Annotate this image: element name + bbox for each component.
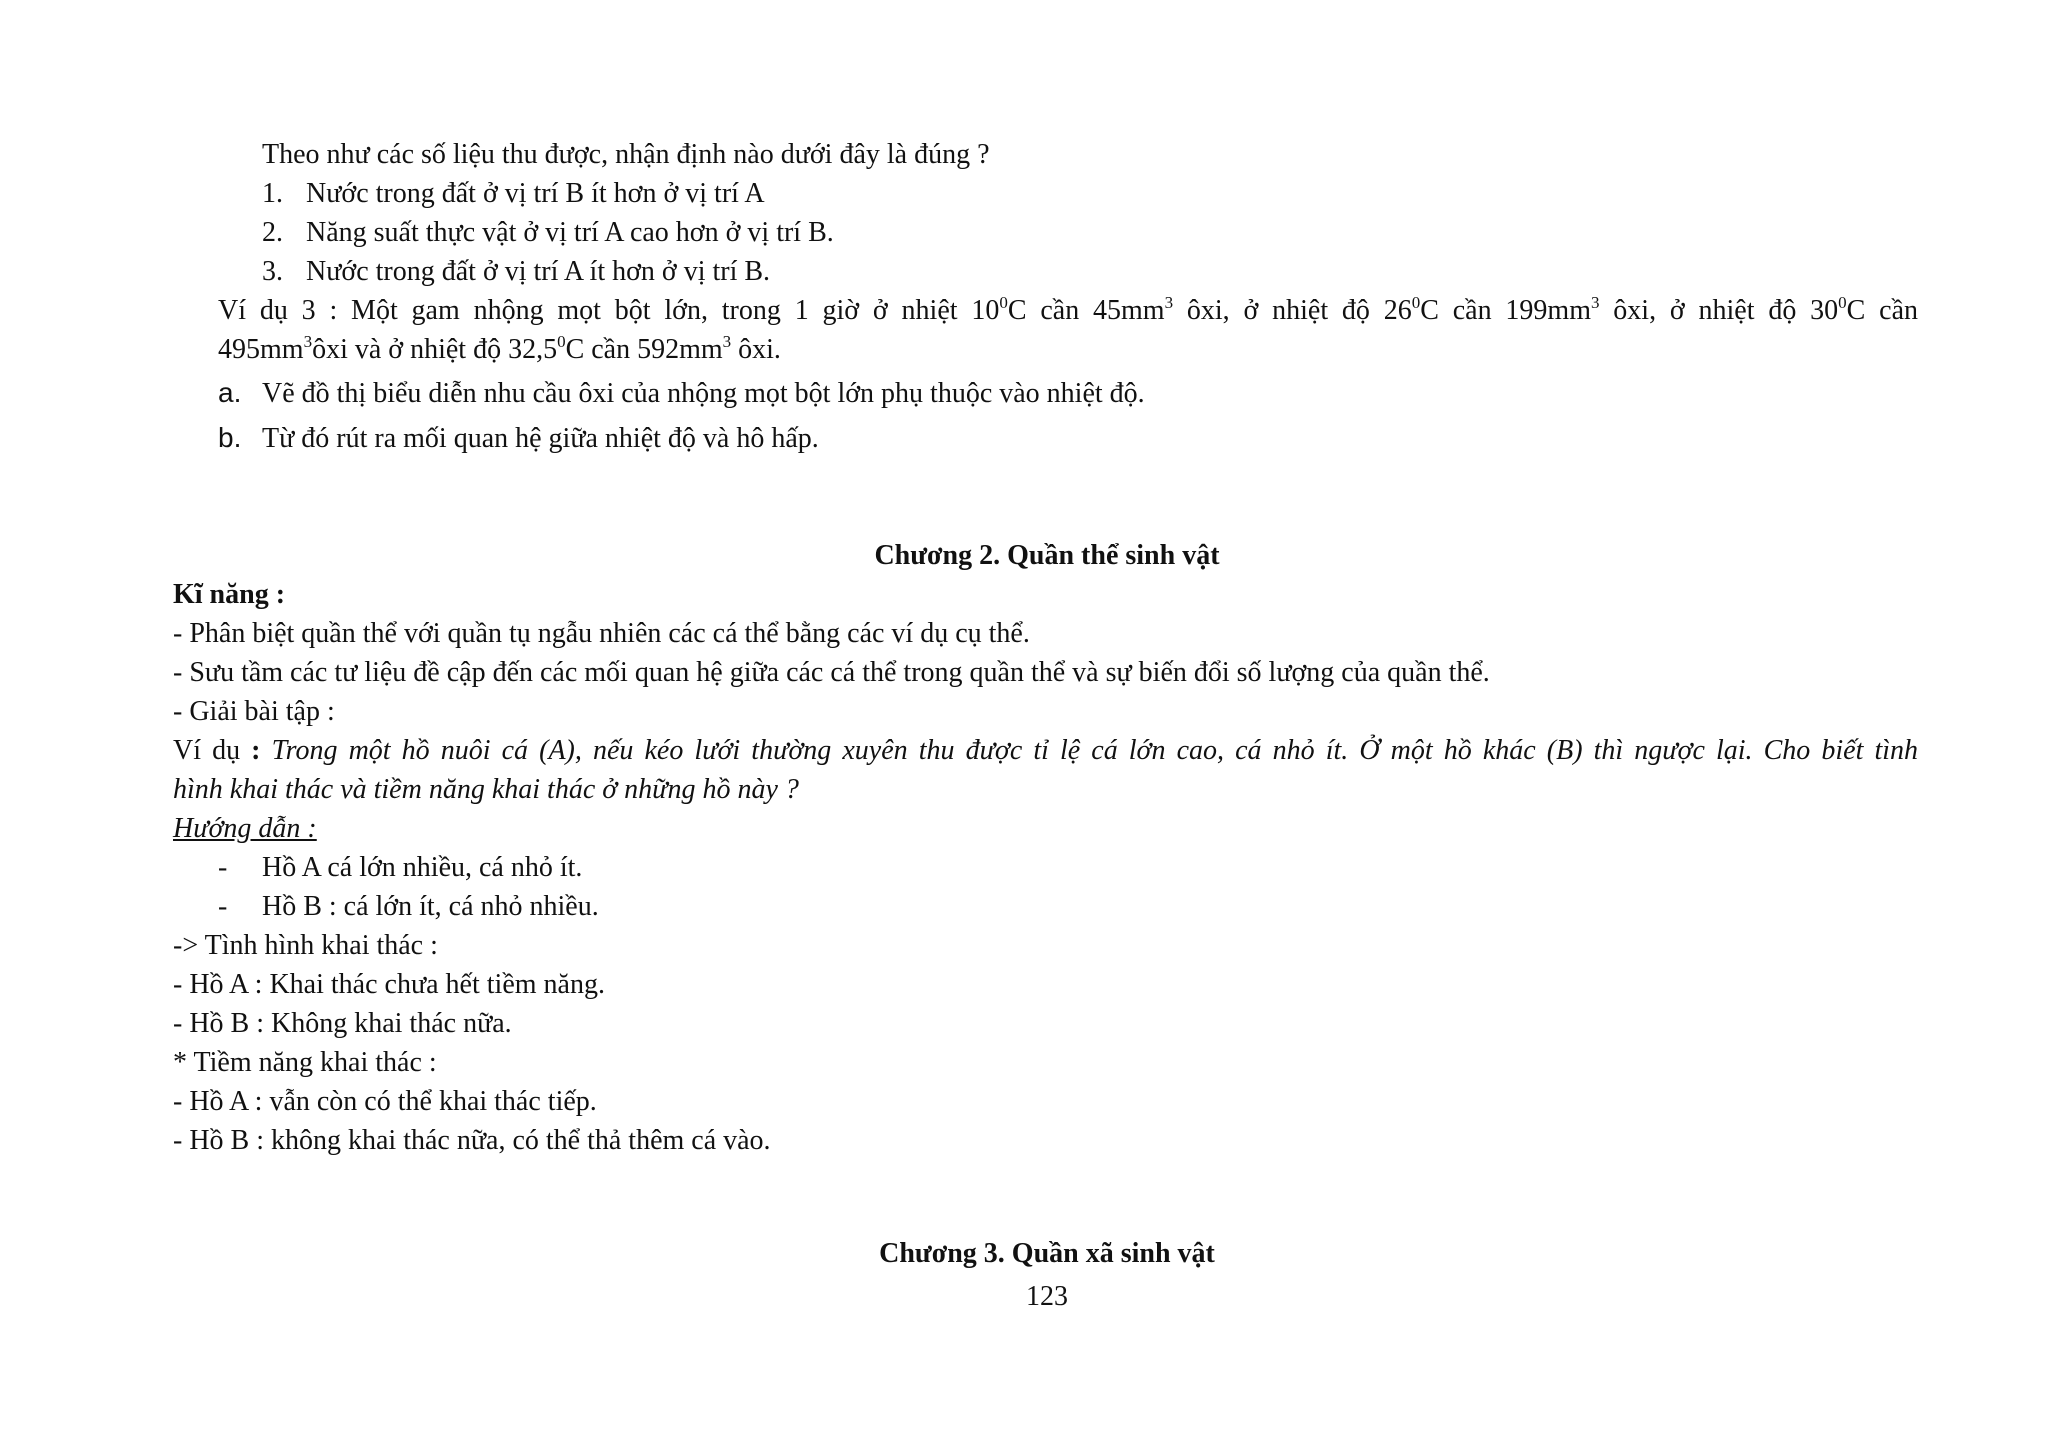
example-3-line-2: $495mm^3ôxi$ và ở nhiệt độ 32,5$^0$C cần $592mm^3$ ôxi. (218, 332, 781, 365)
guide-item-text: Hồ A cá lớn nhiều, cá nhỏ ít. (262, 852, 583, 883)
option-3 (262, 253, 770, 291)
chapter-3-title: Chương 3. Quần xã sinh vật (879, 1238, 1215, 1269)
exploit-item: - Hồ A : Khai thác chưa hết tiềm năng. (173, 969, 605, 1000)
example-3-line-1: Ví dụ 3 : Một gam nhộng mọt bột lớn, trong 1 giờ ở nhiệt $10^0C$ cần $45mm^3$ ôxi, ở nhiệt độ $26^0C$ cần $199mm^3$ ôxi, ở nhiệt độ $30^0C$ cần (218, 293, 1919, 326)
page-number: 123 (1026, 1281, 1068, 1312)
example-question-line-2: hình khai thác và tiềm năng khai thác ở những hồ này ? (173, 774, 799, 805)
guide-item (218, 888, 599, 926)
option-number: 3. (262, 256, 283, 287)
option-number: 1. (262, 178, 283, 209)
option-1 (262, 175, 765, 213)
task-a (218, 374, 1145, 413)
task-label: a. (218, 377, 242, 408)
exploit-heading: -> Tình hình khai thác : (173, 930, 438, 961)
chapter-2-title: Chương 2. Quần thể sinh vật (874, 540, 1220, 571)
list-dash: - (218, 891, 228, 922)
question-intro: Theo như các số liệu thu được, nhận định nào dưới đây là đúng ? (262, 139, 990, 170)
skill-item: - Sưu tầm các tư liệu đề cập đến các mối quan hệ giữa các cá thể trong quần thể và sự biến đổi số lượng của quần thể. (173, 657, 1490, 688)
guide-heading: Hướng dẫn : (173, 813, 317, 844)
potential-item: - Hồ A : vẫn còn có thể khai thác tiếp. (173, 1086, 597, 1117)
skill-item: - Phân biệt quần thể với quần tụ ngẫu nhiên các cá thể bằng các ví dụ cụ thể. (173, 618, 1030, 649)
task-text: Vẽ đồ thị biểu diễn nhu cầu ôxi của nhộng mọt bột lớn phụ thuộc vào nhiệt độ. (262, 378, 1145, 409)
potential-item: - Hồ B : không khai thác nữa, có thể thả thêm cá vào. (173, 1125, 771, 1156)
option-text: Năng suất thực vật ở vị trí A cao hơn ở vị trí B. (306, 217, 834, 248)
option-2 (262, 214, 834, 252)
task-label: b. (218, 422, 242, 453)
guide-item-text: Hồ B : cá lớn ít, cá nhỏ nhiều. (262, 891, 599, 922)
skills-heading: Kĩ năng : (173, 579, 286, 610)
option-number: 2. (262, 217, 283, 248)
exploit-item: - Hồ B : Không khai thác nữa. (173, 1008, 512, 1039)
example-question-line-1: Ví dụ : Trong một hồ nuôi cá (A), nếu kéo lưới thường xuyên thu được tỉ lệ cá lớn cao, cá nhỏ ít. Ở một hồ khác (B) thì ngược lại. Cho biết tình (173, 735, 1919, 766)
task-text: Từ đó rút ra mối quan hệ giữa nhiệt độ và hô hấp. (262, 423, 819, 454)
guide-item (218, 849, 582, 887)
skill-item: - Giải bài tập : (173, 696, 335, 727)
option-text: Nước trong đất ở vị trí B ít hơn ở vị trí A (306, 178, 765, 209)
list-dash: - (218, 852, 228, 883)
task-b (218, 419, 819, 458)
option-text: Nước trong đất ở vị trí A ít hơn ở vị trí B. (306, 256, 771, 287)
potential-heading: * Tiềm năng khai thác : (173, 1047, 437, 1078)
